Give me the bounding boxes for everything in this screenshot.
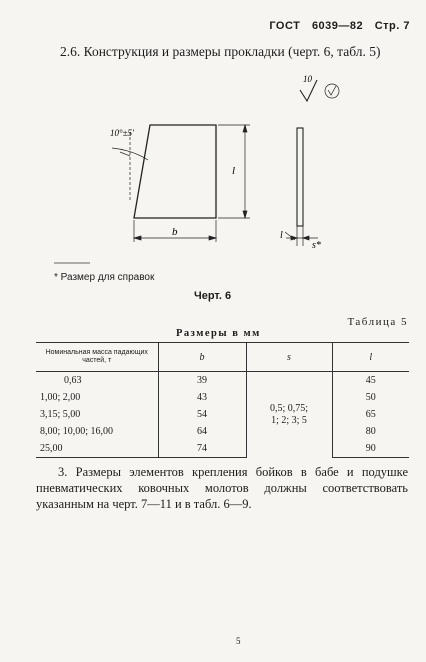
cell-l: 45 <box>332 372 409 390</box>
page-number: 5 <box>236 636 241 646</box>
angle-label: 10°±5' <box>110 128 134 138</box>
header-number: 6039—82 <box>311 20 364 32</box>
footnote: * Размер для справок <box>54 272 155 283</box>
header-l: l <box>332 343 409 372</box>
table-row <box>36 406 409 423</box>
s-values-line1: 0,5; 0,75; <box>269 402 309 414</box>
cell-b: 43 <box>158 389 246 406</box>
figure-caption: Черт. 6 <box>194 290 232 302</box>
cell-s <box>246 372 332 458</box>
cell-b: 39 <box>158 372 246 390</box>
cell-mass: 3,15; 5,00 <box>40 409 81 420</box>
cell-mass: 0,63 <box>64 375 82 386</box>
table-header-row <box>36 343 409 372</box>
header-b: b <box>158 343 246 372</box>
b-label: b <box>172 226 178 238</box>
table-row <box>36 372 409 390</box>
plate-outline <box>134 125 216 218</box>
strip-l-label: l <box>280 230 283 241</box>
table-5 <box>36 342 409 458</box>
table-number: Таблица 5 <box>347 316 408 328</box>
s-label: s* <box>312 240 321 251</box>
cell-b: 54 <box>158 406 246 423</box>
cell-b: 74 <box>158 440 246 458</box>
cell-mass: 1,00; 2,00 <box>40 392 81 403</box>
section-title: 2.6. Конструкция и размеры прокладки (черт. 6, табл. 5) <box>60 44 381 59</box>
cell-mass: 8,00; 10,00; 16,00 <box>40 426 114 437</box>
s-values-line2: 1; 2; 3; 5 <box>271 414 307 426</box>
cell-l: 80 <box>332 423 409 440</box>
header-mass: Номинальная масса падающих частей, т <box>36 343 158 372</box>
cell-l: 50 <box>332 389 409 406</box>
paragraph-3: 3. Размеры элементов крепления бойков в бабе и подушке пневматических ковочных молотов должны соответствовать указанным на черт. 7—11 и в табл. 6—9. <box>36 465 408 511</box>
side-view-strip <box>297 128 303 226</box>
cell-b: 64 <box>158 423 246 440</box>
table-row <box>36 389 409 406</box>
header-page: Стр. 7 <box>374 20 410 32</box>
table-row <box>36 440 409 458</box>
cell-l: 65 <box>332 406 409 423</box>
cell-l: 90 <box>332 440 409 458</box>
l-label: l <box>232 165 236 177</box>
table-row <box>36 423 409 440</box>
header-s: s <box>246 343 332 372</box>
table-units: Размеры в мм <box>176 328 261 339</box>
cell-mass: 25,00 <box>36 440 158 458</box>
roughness-value: 10 <box>303 74 312 84</box>
header-gost: ГОСТ <box>269 20 301 32</box>
